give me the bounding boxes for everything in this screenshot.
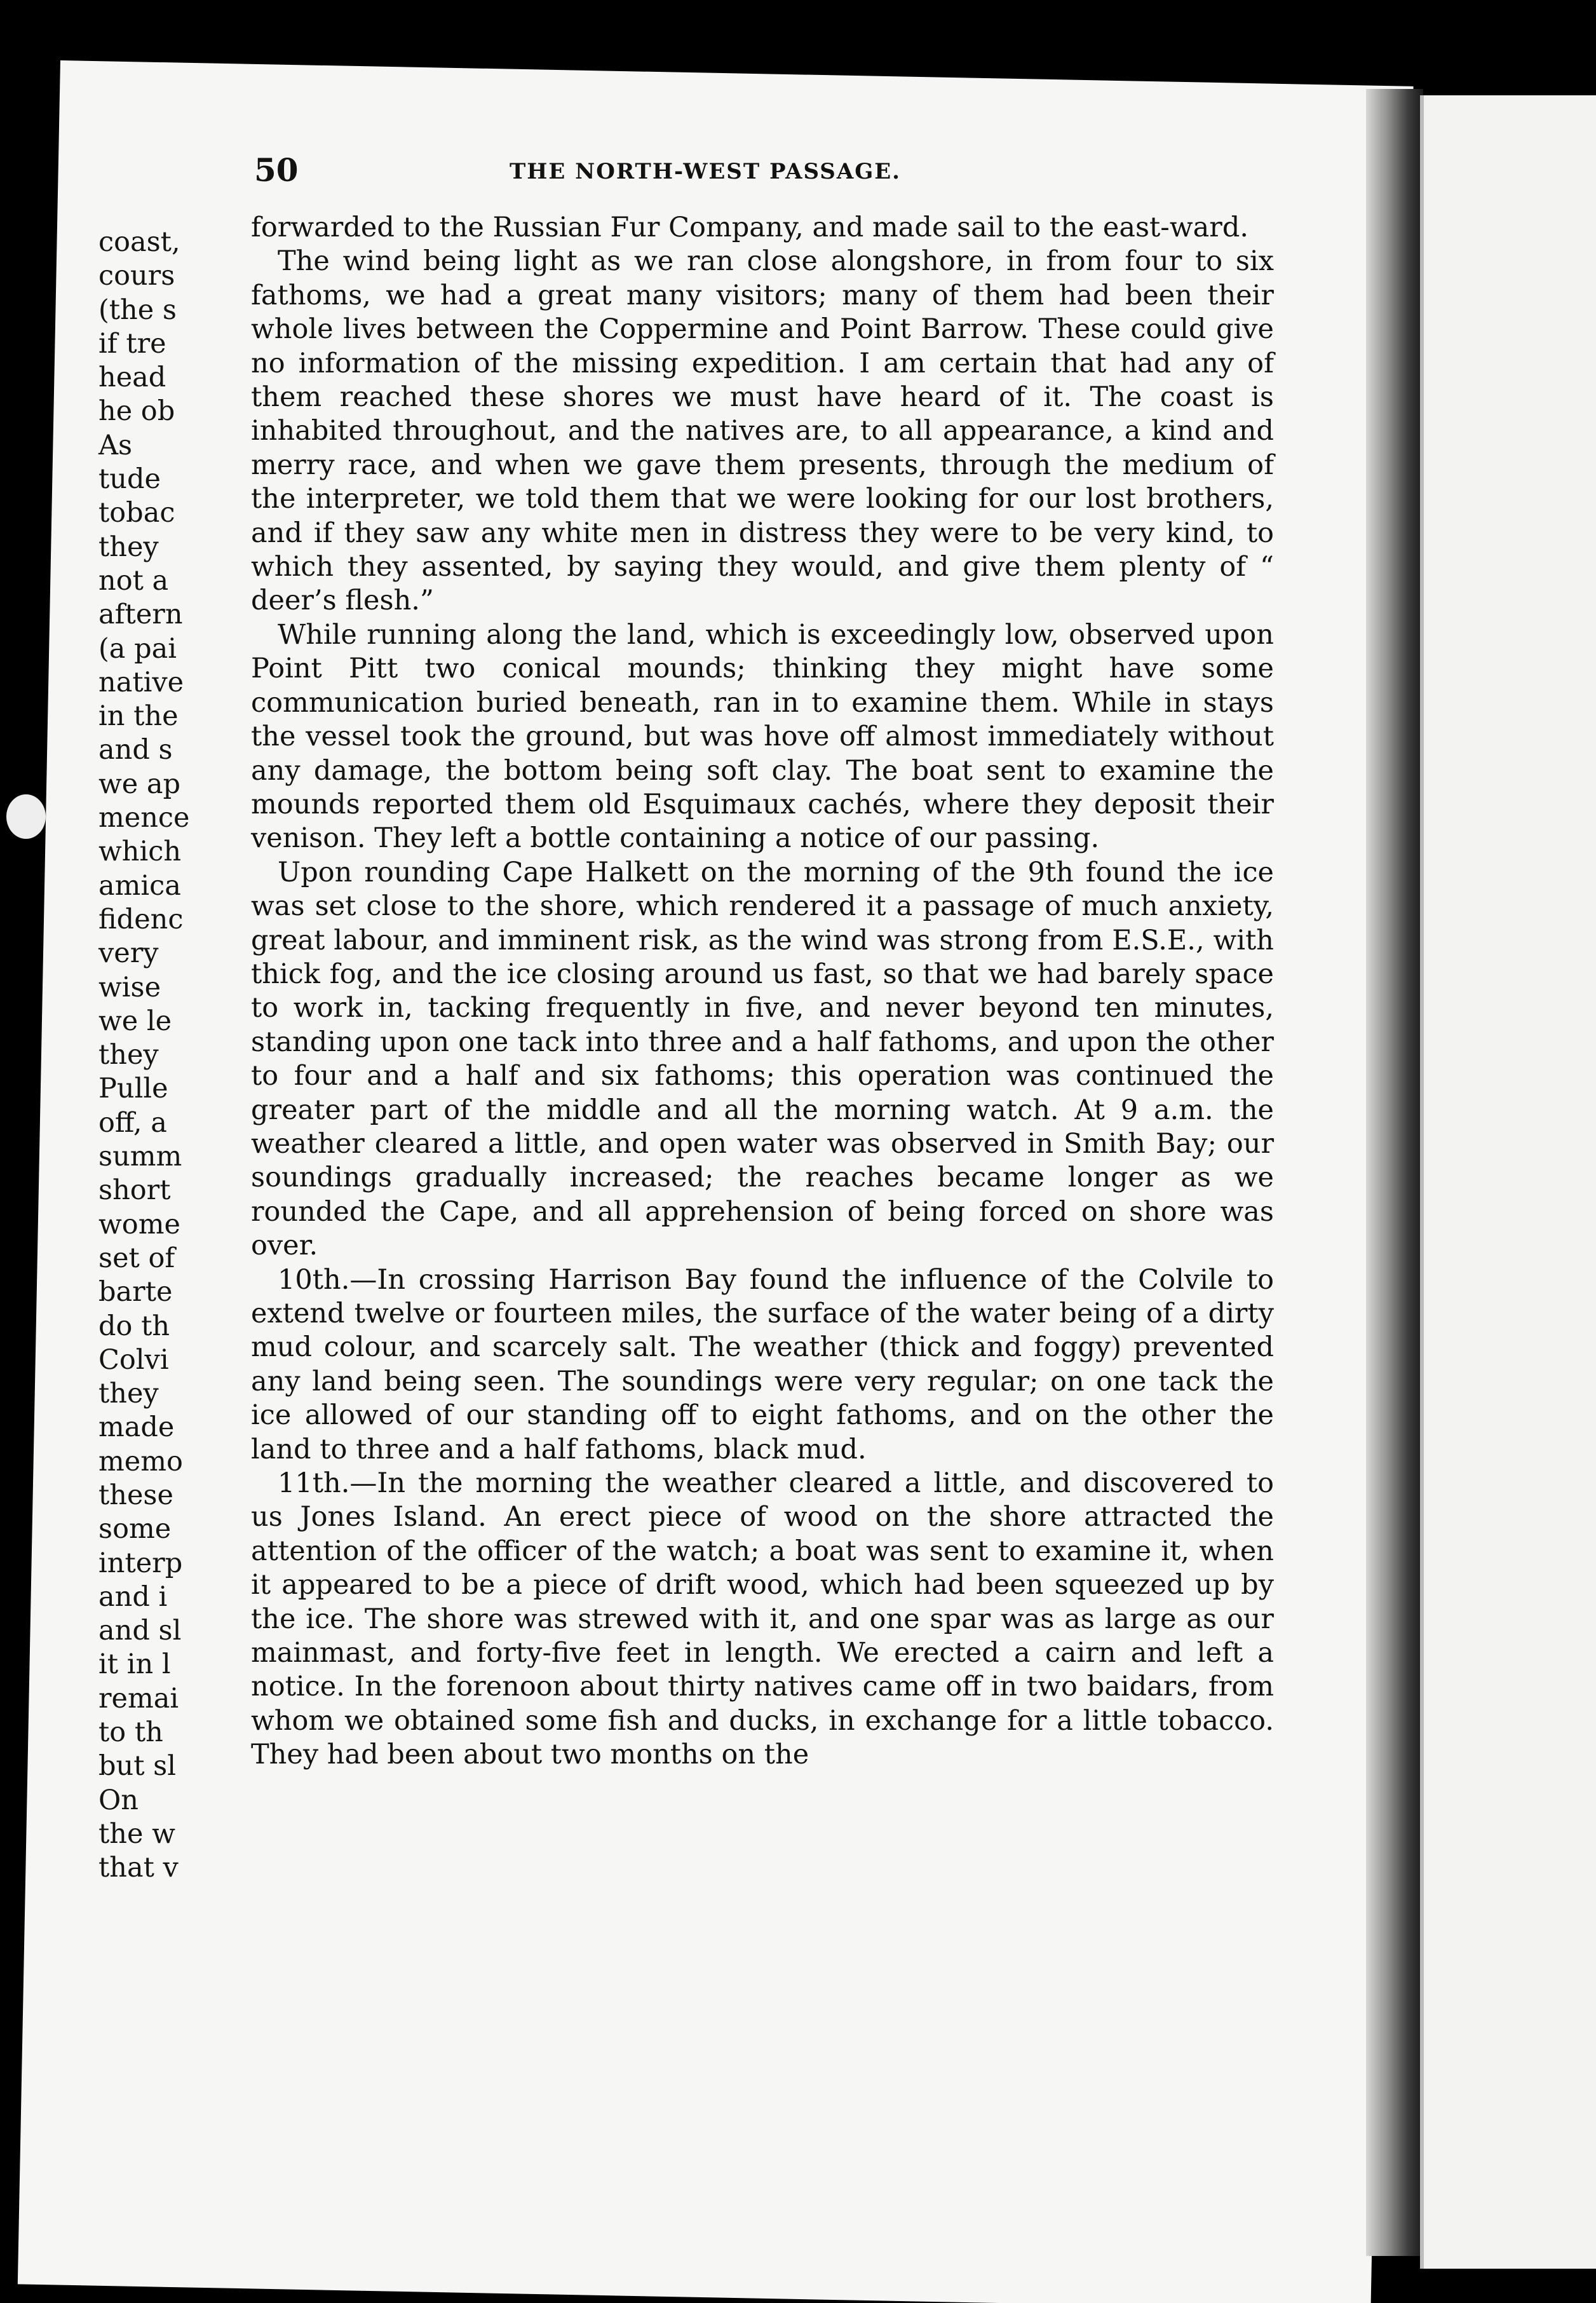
facing-page-line: if tre	[98, 327, 166, 360]
facing-page-line: which	[98, 836, 182, 868]
facing-page-line: in the	[98, 700, 179, 733]
paragraph: Upon rounding Cape Halkett on the morning of the 9th found the ice was set close to the shore, which rendered it a passage of much anxiety, great labour, and imminent risk, as the wind was strong from E.S.E., with thick fog, and the ice closing around us fast, so that we had barely space to work in, tacking frequently in five, and never beyond ten minutes, standing upon one tack into three and a half fathoms, and upon the other to four and a half and six fathoms; this operation was continued the greater part of the middle and all the morning watch. At 9 a.m. the weather cleared a little, and open water was observed in Smith Bay; our soundings gradually increased; the reaches became longer as we rounded the Cape, and all apprehension of being forced on shore was over.	[251, 856, 1274, 1262]
facing-page-line: (the s	[98, 294, 177, 326]
facing-page-line: native	[98, 666, 184, 698]
facing-page-line: interp	[98, 1547, 183, 1579]
binding-gutter	[1366, 89, 1423, 2256]
facing-page-line: and s	[98, 734, 173, 766]
facing-page-line: head	[98, 362, 166, 394]
facing-page-line: do th	[98, 1310, 170, 1342]
facing-page-line: wise	[98, 971, 161, 1003]
facing-page-line: we ap	[98, 768, 181, 800]
facing-page-line: cours	[98, 260, 175, 292]
facing-page-line: and i	[98, 1580, 168, 1613]
page-body	[251, 211, 1274, 1772]
facing-page-line: On	[98, 1784, 139, 1816]
facing-page-line: memo	[98, 1445, 183, 1478]
right-facing-page	[1420, 95, 1596, 2269]
facing-page-line: they	[98, 1039, 159, 1071]
facing-page-line: they	[98, 531, 159, 563]
facing-page-line: amica	[98, 869, 181, 902]
facing-page-line: very	[98, 937, 159, 970]
facing-page-line: and sl	[98, 1615, 182, 1647]
dust-speck	[6, 794, 46, 839]
facing-page-line: mence	[98, 802, 190, 834]
facing-page-line: to th	[98, 1716, 163, 1749]
facing-page-line: the w	[98, 1817, 175, 1850]
paragraph: While running along the land, which is exceedingly low, observed upon Point Pitt two conical mounds; thinking they might have some communication buried beneath, ran in to examine them. While in stays the vessel took the ground, but was hove off almost immediately without any damage, the bottom being soft clay. The boat sent to examine the mounds reported them old Esquimaux cachés, where they deposit their venison. They left a bottle containing a notice of our passing.	[251, 618, 1274, 855]
facing-page-line: coast,	[98, 226, 180, 258]
facing-page-line: summ	[98, 1141, 182, 1173]
paragraph: 10th.—In crossing Harrison Bay found the influence of the Colvile to extend twelve or fourteen miles, the surface of the water being of a dirty mud colour, and scarcely salt. The weather (thick and foggy) prevented any land being seen. The soundings were very regular; on one tack the ice allowed of our standing off to eight fathoms, and on the other the land to three and a half fathoms, black mud.	[251, 1263, 1274, 1465]
facing-page-line: tude	[98, 463, 161, 496]
facing-page-line: tobac	[98, 497, 175, 529]
facing-page-line: some	[98, 1513, 172, 1546]
page-edge	[1420, 95, 1424, 2269]
running-head: THE NORTH-WEST PASSAGE.	[510, 159, 901, 184]
facing-page-line: these	[98, 1479, 173, 1511]
paragraph: 11th.—In the morning the weather cleared a little, and discovered to us Jones Island. An erect piece of wood on the shore attracted the attention of the officer of the watch; a boat was sent to examine it, when it appeared to be a piece of drift wood, which had been squeezed up by the ice. The shore was strewed with it, and one spar was as large as our mainmast, and forty-five feet in length. We erected a cairn and left a notice. In the forenoon about thirty natives came off in two baidars, from whom we obtained some fish and ducks, in exchange for a little tobacco. They had been about two months on the	[251, 1467, 1274, 1771]
page-number: 50	[254, 151, 299, 189]
facing-page-line: barte	[98, 1276, 173, 1308]
facing-page-line: wome	[98, 1208, 180, 1240]
facing-page-line: fidenc	[98, 903, 184, 935]
facing-page-line: off, a	[98, 1106, 167, 1139]
paragraph: The wind being light as we ran close alongshore, in from four to six fathoms, we had a great many visitors; many of them had been their whole lives between the Coppermine and Point Barrow. These could give no information of the missing expedition. I am certain that had any of them reached these shores we must have heard of it. The coast is inhabited throughout, and the natives are, to all appearance, a kind and merry race, and when we gave them presents, through the medium of the interpreter, we told them that we were looking for our lost brothers, and if they saw any white men in distress they were to be very kind, to which they assented, by saying they would, and give them plenty of “ deer’s flesh.”	[251, 245, 1274, 617]
facing-page-line: not a	[98, 564, 169, 597]
facing-page-line: Colvi	[98, 1343, 169, 1376]
facing-page-line: it in l	[98, 1648, 171, 1681]
facing-page-line: that v	[98, 1852, 179, 1884]
facing-page-line: we le	[98, 1005, 172, 1037]
facing-page-line: they	[98, 1378, 159, 1410]
facing-page-line: he ob	[98, 395, 175, 428]
facing-page-line: but sl	[98, 1750, 176, 1783]
facing-page-line: (a pai	[98, 632, 177, 665]
paragraph: forwarded to the Russian Fur Company, and made sail to the east-ward.	[251, 212, 1249, 243]
facing-page-line: remai	[98, 1682, 179, 1715]
facing-page-line: As	[98, 429, 133, 461]
facing-page-line: Pulle	[98, 1073, 168, 1105]
facing-page-line: set of	[98, 1242, 175, 1274]
facing-page-line: made	[98, 1411, 175, 1444]
facing-page-line: aftern	[98, 599, 183, 631]
facing-page-text	[98, 226, 189, 1885]
facing-page-line: short	[98, 1174, 171, 1207]
